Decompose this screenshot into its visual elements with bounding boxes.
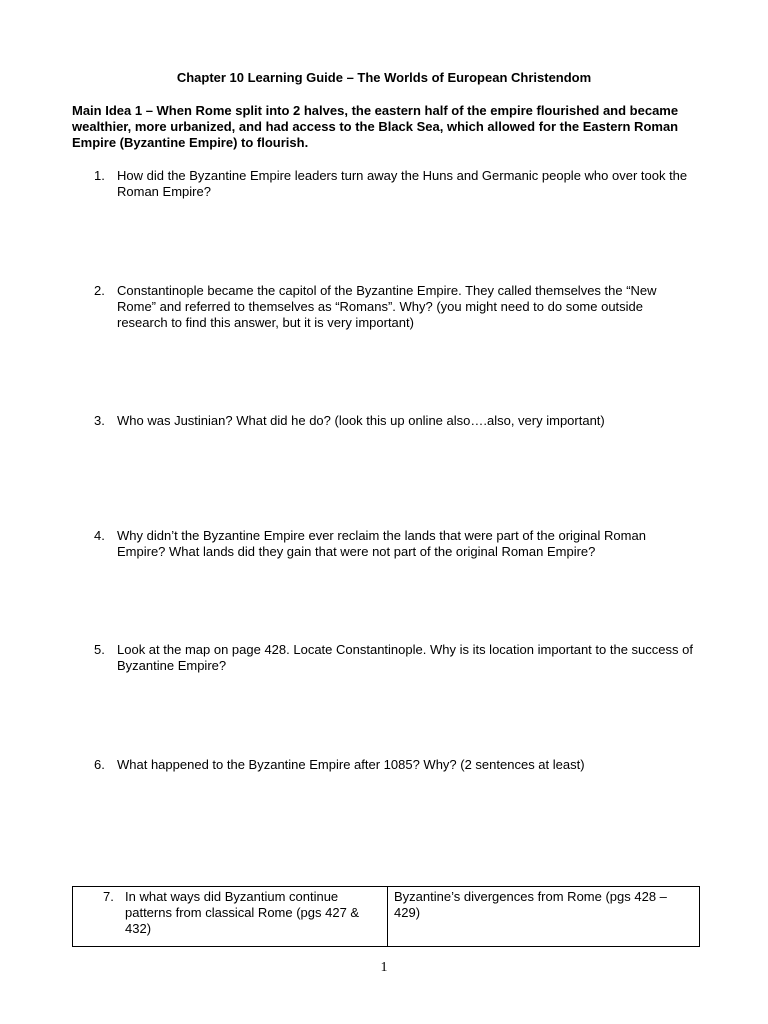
comparison-table [72,886,700,947]
question-number: 4. [94,528,105,543]
question-text: Who was Justinian? What did he do? (look this up online also….also, very important) [117,413,605,428]
table-cell-continuities [73,887,388,946]
question-number: 1. [94,168,105,183]
question-number: 3. [94,413,105,428]
question-text: Why didn’t the Byzantine Empire ever reclaim the lands that were part of the original Roman Empire? What lands did they gain that were not part of the original Roman Empire? [117,528,646,559]
question-2 [94,283,694,331]
table-cell-divergences [388,887,700,946]
table-cell-text: In what ways did Byzantium continue patterns from classical Rome (pgs 427 & 432) [125,889,360,936]
question-5 [94,642,694,674]
question-1 [94,168,694,200]
page-number: 1 [380,960,388,975]
question-number: 6. [94,757,105,772]
main-idea-heading: Main Idea 1 – When Rome split into 2 halves, the eastern half of the empire flourished and became wealthier, more urbanized, and had access to the Black Sea, which allowed for the Eastern Roman Empire (Byzantine Empire) to flourish. [72,103,679,150]
question-3 [94,413,694,429]
question-number: 7. [103,889,114,904]
question-text: Constantinople became the capitol of the Byzantine Empire. They called themselves the “New Rome” and referred to themselves as “Romans”. Why? (you might need to do some outside research to find this answer, but it is very important) [117,283,657,330]
question-number: 2. [94,283,105,298]
question-text: What happened to the Byzantine Empire after 1085? Why? (2 sentences at least) [117,757,585,772]
question-number: 5. [94,642,105,657]
question-text: Look at the map on page 428. Locate Constantinople. Why is its location important to the success of Byzantine Empire? [117,642,693,673]
document-title: Chapter 10 Learning Guide – The Worlds of European Christendom [176,70,592,85]
question-4 [94,528,694,560]
question-6 [94,757,694,773]
question-text: How did the Byzantine Empire leaders turn away the Huns and Germanic people who over took the Roman Empire? [117,168,688,199]
table-cell-text: Byzantine’s divergences from Rome (pgs 428 – 429) [394,889,667,920]
